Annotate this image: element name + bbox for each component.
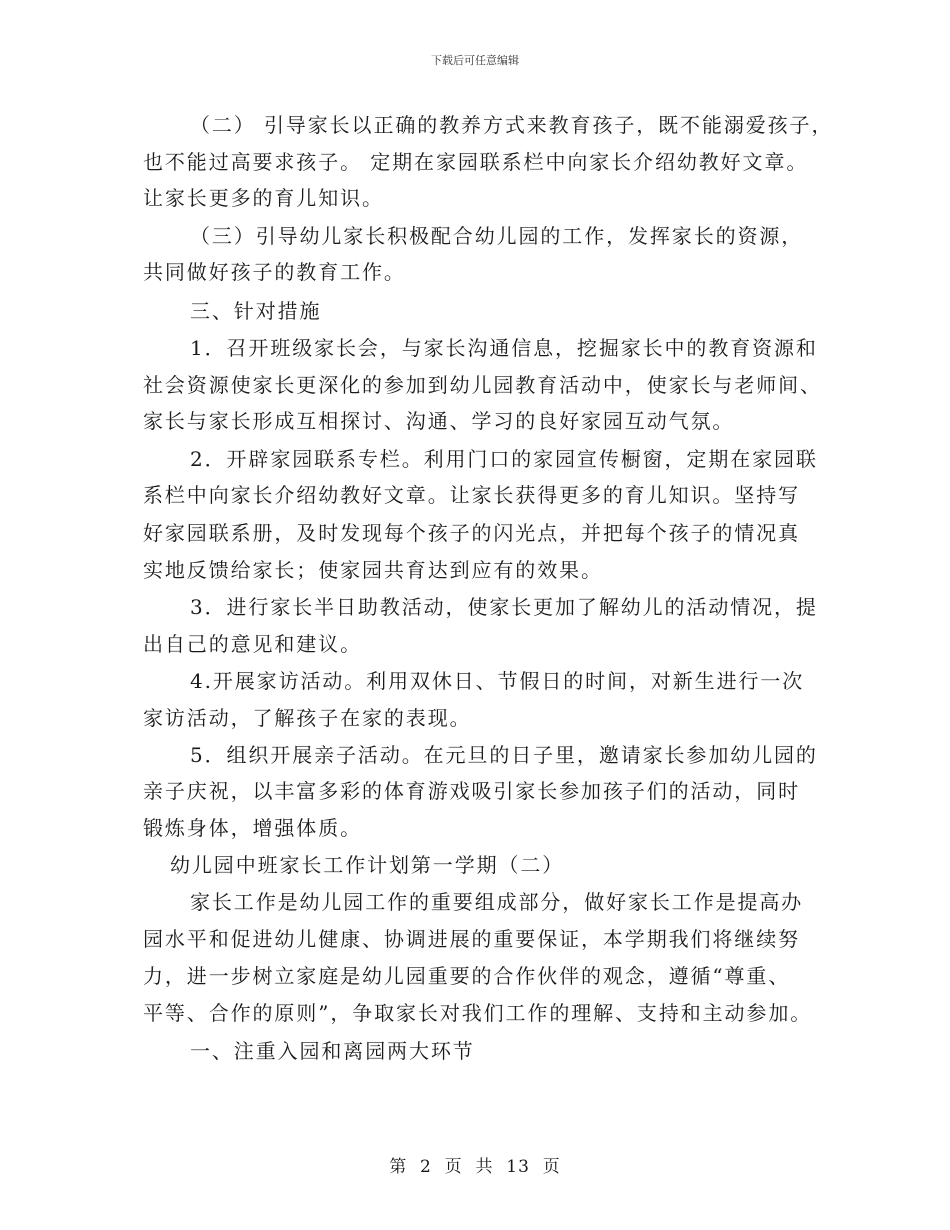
paragraph-line: 系栏中向家长介绍幼教好文章。让家长获得更多的育儿知识。坚持写 — [143, 483, 800, 507]
paragraph-line: 2．开辟家园联系专栏。利用门口的家园宣传橱窗，定期在家园联 — [190, 447, 818, 471]
paragraph-line: 出自己的意见和建议。 — [143, 632, 362, 656]
paragraph-line: 实地反馈给家长；使家园共育达到应有的效果。 — [143, 558, 603, 582]
paragraph-line: 共同做好孩子的教育工作。 — [143, 260, 406, 284]
section-heading: 三、针对措施 — [190, 299, 322, 323]
paragraph-line: 平等、合作的原则”，争取家长对我们工作的理解、支持和主动参加。 — [143, 1001, 813, 1025]
paragraph-line: 3．进行家长半日助教活动，使家长更加了解幼儿的活动情况，提 — [190, 595, 818, 619]
paragraph-line: 力，进一步树立家庭是幼儿园重要的合作伙伴的观念，遵循“尊重、 — [143, 964, 791, 988]
paragraph-line: 社会资源使家长更深化的参加到幼儿园教育活动中，使家长与老师间、 — [143, 373, 822, 397]
paragraph-line: 5．组织开展亲子活动。在元旦的日子里，邀请家长参加幼儿园的 — [190, 743, 818, 767]
page-footer: 第 2 页 共 13 页 — [389, 1157, 561, 1177]
paragraph-line: 家长工作是幼儿园工作的重要组成部分，做好家长工作是提高办 — [190, 890, 804, 914]
paragraph-line: 亲子庆祝，以丰富多彩的体育游戏吸引家长参加孩子们的活动，同时 — [143, 779, 800, 803]
paragraph-line: （三）引导幼儿家长积极配合幼儿园的工作，发挥家长的资源， — [190, 224, 804, 248]
paragraph-line: 4.开展家访活动。利用双休日、节假日的时间，对新生进行一次 — [190, 669, 805, 693]
paragraph-line: 家访活动，了解孩子在家的表现。 — [143, 706, 472, 730]
paragraph-line: 好家园联系册，及时发现每个孩子的闪光点，并把每个孩子的情况真 — [143, 521, 800, 545]
paragraph-line: 1．召开班级家长会，与家长沟通信息，挖掘家长中的教育资源和 — [190, 336, 818, 360]
paragraph-line: 家长与家长形成互相探讨、沟通、学习的良好家园互动气氛。 — [143, 409, 735, 433]
paragraph-line: 锻炼身体，增强体质。 — [143, 816, 362, 840]
paragraph-line: （二） 引导家长以正确的教养方式来教育孩子，既不能溺爱孩子， — [190, 113, 834, 137]
paragraph-line: 园水平和促进幼儿健康、协调进展的重要保证，本学期我们将继续努 — [143, 927, 800, 951]
paragraph-line: 也不能过高要求孩子。 定期在家园联系栏中向家长介绍幼教好文章。 — [143, 150, 809, 174]
page-header: 下载后可任意编辑 — [431, 54, 519, 67]
section-heading: 幼儿园中班家长工作计划第一学期（二） — [170, 853, 565, 877]
section-heading: 一、注重入园和离园两大环节 — [190, 1039, 475, 1063]
paragraph-line: 让家长更多的育儿知识。 — [143, 186, 384, 210]
